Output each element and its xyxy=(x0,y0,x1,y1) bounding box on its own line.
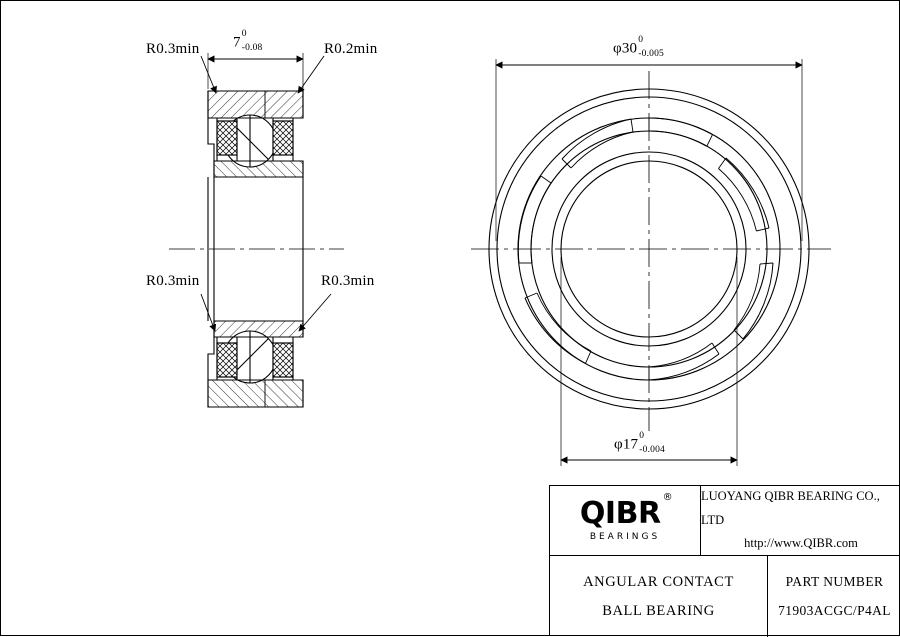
section-lower-half xyxy=(208,321,303,407)
bore-lower: -0.004 xyxy=(639,444,666,455)
company-name: LUOYANG QIBR BEARING CO., LTD xyxy=(701,488,880,527)
company-website[interactable]: http://www.QIBR.com xyxy=(744,536,858,551)
dimension-bore-diameter xyxy=(614,431,666,455)
bore-value: 17 xyxy=(622,436,639,453)
label-r03-bottom-left: R0.3min xyxy=(146,273,200,289)
section-upper-half xyxy=(208,91,303,177)
brand-tagline: BEARINGS xyxy=(589,532,661,542)
title-block xyxy=(549,485,900,636)
brand-logo xyxy=(550,486,701,555)
bearing-type-line1: ANGULAR CONTACT xyxy=(583,573,734,590)
brand-name xyxy=(579,492,673,531)
front-view xyxy=(471,71,831,431)
registered-mark: ® xyxy=(662,492,673,503)
label-r02-top-right: R0.2min xyxy=(324,41,378,57)
width-dimension xyxy=(208,53,303,89)
dimension-outer-diameter xyxy=(613,35,665,59)
bore-upper: 0 xyxy=(639,431,645,441)
dimension-width xyxy=(233,29,263,53)
part-number-label: PART NUMBER xyxy=(785,574,884,590)
dimension-width-upper: 0 xyxy=(241,29,247,39)
od-upper: 0 xyxy=(638,35,644,45)
brand-name-text: QIBR xyxy=(579,496,661,531)
od-value: 30 xyxy=(621,40,638,57)
dimension-width-value: 7 xyxy=(233,34,241,51)
od-lower: -0.005 xyxy=(638,48,665,59)
label-r03-top-left: R0.3min xyxy=(146,41,200,57)
dimension-width-lower: -0.08 xyxy=(241,42,263,53)
title-block-body xyxy=(550,556,900,637)
bearing-type xyxy=(550,556,768,637)
part-number-value: 71903ACGC/P4AL xyxy=(778,602,891,618)
title-block-header xyxy=(550,486,900,556)
company-info xyxy=(701,486,900,555)
bore-symbol: φ xyxy=(614,436,623,453)
bearing-type-line2: BALL BEARING xyxy=(602,602,715,619)
part-number-block xyxy=(768,556,900,637)
od-symbol: φ xyxy=(613,40,622,57)
label-r03-bottom-right: R0.3min xyxy=(321,273,375,289)
